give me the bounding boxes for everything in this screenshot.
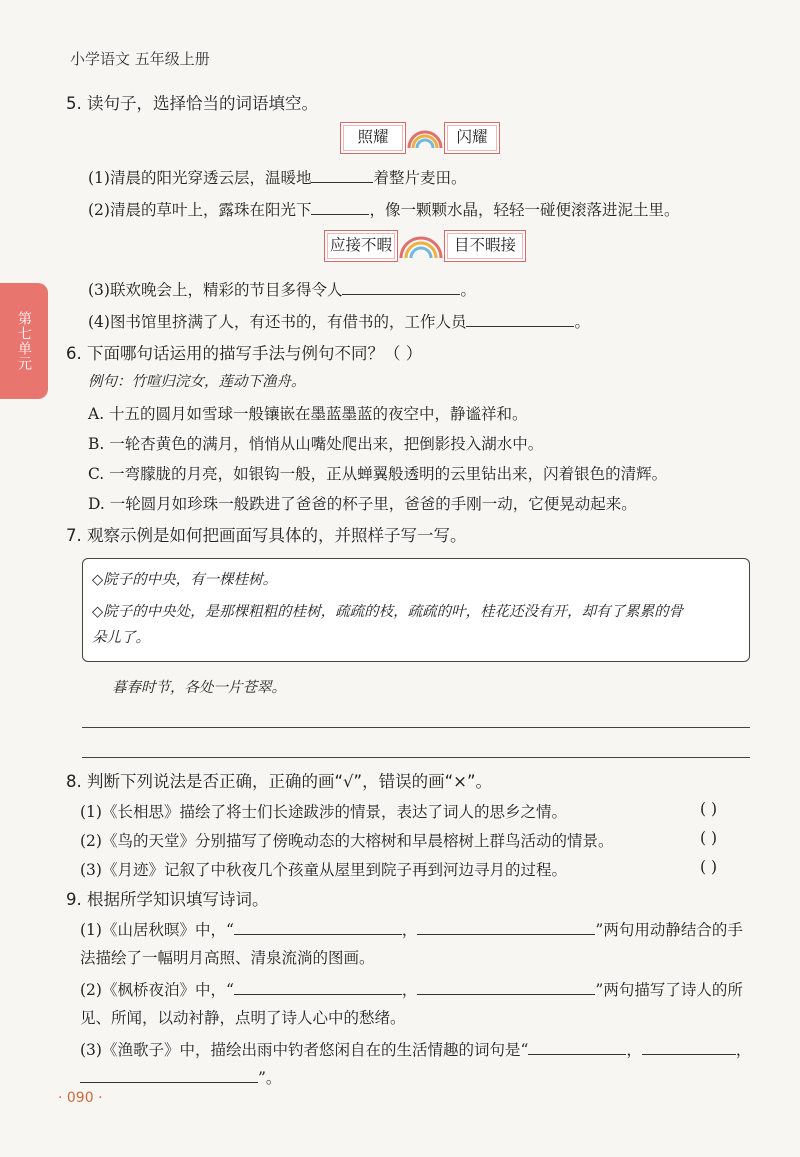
q9-i2-pre: (2)《枫桥夜泊》中，“ [80, 981, 234, 999]
page-number: · 090 · [58, 1090, 103, 1106]
answer-blank[interactable] [234, 979, 402, 995]
q5-s1-pre: (1)清晨的阳光穿透云层，温暖地 [88, 169, 312, 187]
q5-s3-post: 。 [460, 281, 476, 299]
q9-i2-post: ”两句描写了诗人的所 [595, 981, 743, 999]
writing-line[interactable] [82, 727, 750, 728]
answer-blank[interactable] [417, 919, 595, 935]
q7-example-1: ◇院子的中央，有一棵桂树。 [92, 572, 278, 588]
q5-s1-post: 着整片麦田。 [373, 169, 467, 187]
answer-blank[interactable] [234, 919, 402, 935]
q6-option-c[interactable]: C. 一弯朦胧的月亮，如银钩一般，正从蝉翼般透明的云里钻出来，闪着银色的清辉。 [88, 465, 668, 483]
q6-option-b[interactable]: B. 一轮杏黄色的满月，悄悄从山嘴处爬出来，把倒影投入湖水中。 [88, 435, 544, 453]
q8-item-2: (2)《鸟的天堂》分别描写了傍晚动态的大榕树和早晨榕树上群鸟活动的情景。 [80, 832, 614, 850]
q8-item-1: (1)《长相思》描绘了将士们长途跋涉的情景，表达了词人的思乡之情。 [80, 803, 567, 821]
answer-blank[interactable] [311, 167, 373, 183]
answer-paren[interactable]: ( ) [700, 800, 718, 818]
q6-example: 例句：竹喧归浣女，莲动下渔舟。 [88, 374, 306, 390]
q5-s2-post: ，像一颗颗水晶，轻轻一碰便滚落进泥土里。 [369, 201, 680, 219]
answer-blank[interactable] [417, 979, 595, 995]
q9-i3-mid: ， [626, 1041, 642, 1059]
q9-item-3-line2 [80, 1066, 281, 1088]
q7-example-2a: ◇院子的中央处，是那棵粗粗的桂树，疏疏的枝，疏疏的叶，桂花还没有开，却有了累累的骨 [92, 604, 684, 620]
q9-i1-post: ”两句用动静结合的手 [595, 921, 743, 939]
q5-sentence-1 [88, 166, 466, 188]
q7-example-2b: 朵儿了。 [92, 630, 150, 646]
q6-option-d[interactable]: D. 一轮圆月如珍珠一般跌进了爸爸的杯子里，爸爸的手刚一动，它便晃动起来。 [88, 495, 637, 513]
q6-option-a[interactable]: A. 十五的圆月如雪球一般镶嵌在墨蓝墨蓝的夜空中，静谧祥和。 [88, 405, 528, 423]
q8-title: 8. 判断下列说法是否正确，正确的画“√”，错误的画“×”。 [66, 772, 493, 791]
answer-blank[interactable] [466, 311, 574, 327]
q9-item-3 [80, 1038, 751, 1060]
q7-title: 7. 观察示例是如何把画面写具体的，并照样子写一写。 [66, 526, 467, 545]
q6-title: 6. 下面哪句话运用的描写手法与例句不同？（ ） [66, 344, 423, 363]
q9-i2-mid: ， [401, 981, 418, 999]
q9-i3-post: ， [735, 1041, 752, 1059]
q5-s4-post: 。 [574, 313, 590, 331]
word-option-yingjie: 应接不暇 [324, 230, 398, 262]
q5-sentence-3 [88, 278, 476, 300]
answer-paren[interactable]: ( ) [700, 858, 718, 876]
answer-blank[interactable] [642, 1039, 736, 1055]
q8-item-3: (3)《月迹》记叙了中秋夜几个孩童从屋里到院子再到河边寻月的过程。 [80, 861, 567, 879]
q5-s2-pre: (2)清晨的草叶上，露珠在阳光下 [88, 201, 312, 219]
q9-i1-mid: ， [401, 921, 418, 939]
q9-title: 9. 根据所学知识填写诗词。 [66, 890, 269, 909]
word-option-zhaoyao: 照耀 [340, 122, 406, 154]
q5-s3-pre: (3)联欢晚会上，精彩的节目多得令人 [88, 281, 343, 299]
q9-item-2-line2: 见、所闻，以动衬静，点明了诗人心中的愁绪。 [80, 1009, 406, 1027]
q9-item-2 [80, 978, 743, 1000]
unit-side-tab: 第七单元 [0, 283, 48, 399]
book-header: 小学语文 五年级上册 [70, 50, 210, 68]
answer-blank[interactable] [311, 199, 369, 215]
rainbow-icon [398, 232, 444, 260]
q9-item-1 [80, 918, 743, 940]
answer-blank[interactable] [80, 1067, 258, 1083]
word-option-shanyao: 闪耀 [444, 122, 500, 154]
q9-i3-end: ”。 [258, 1069, 282, 1087]
rainbow-icon [406, 124, 444, 150]
answer-blank[interactable] [528, 1039, 626, 1055]
q9-item-1-line2: 法描绘了一幅明月高照、清泉流淌的图画。 [80, 949, 375, 967]
q9-i1-pre: (1)《山居秋暝》中，“ [80, 921, 234, 939]
q9-i3-pre: (3)《渔歌子》中，描绘出雨中钓者悠闲自在的生活情趣的词句是“ [80, 1041, 529, 1059]
word-option-mubu: 目不暇接 [444, 230, 526, 262]
answer-paren[interactable]: ( ) [700, 829, 718, 847]
q5-sentence-4 [88, 310, 590, 332]
q5-title: 5. 读句子，选择恰当的词语填空。 [66, 94, 318, 113]
q5-sentence-2 [88, 198, 679, 220]
q5-s4-pre: (4)图书馆里挤满了人，有还书的，有借书的，工作人员 [88, 313, 467, 331]
q7-prompt: 暮春时节，各处一片苍翠。 [112, 680, 286, 696]
answer-blank[interactable] [342, 279, 460, 295]
writing-line[interactable] [82, 757, 750, 758]
